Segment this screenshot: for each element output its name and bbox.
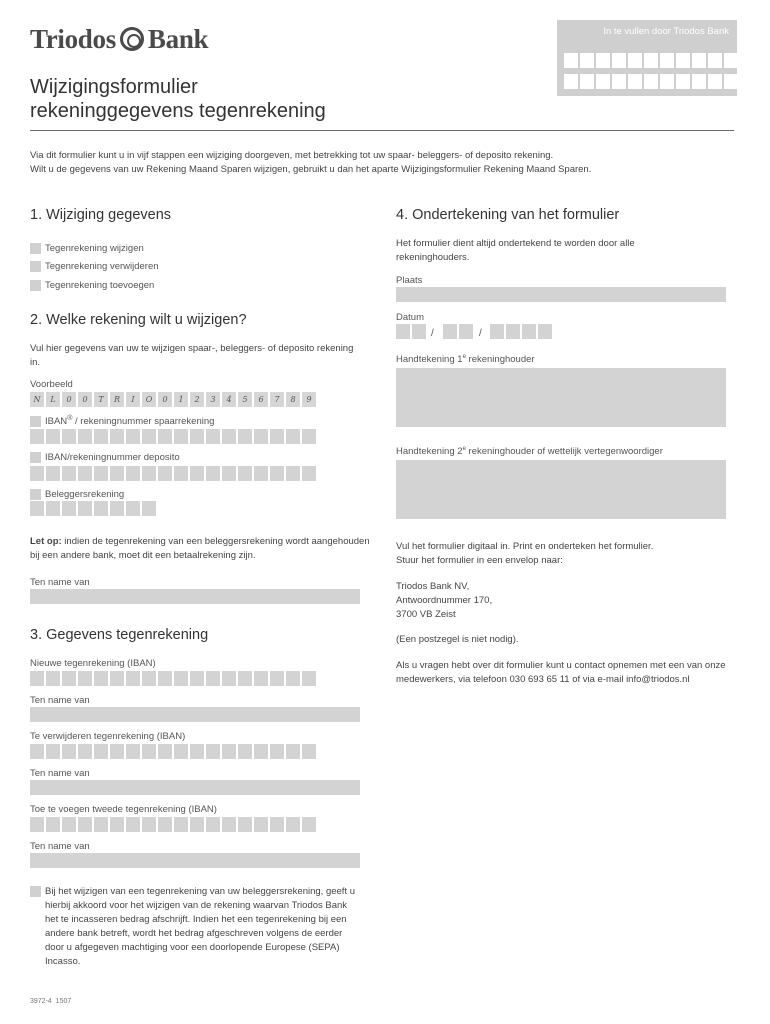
section-1-heading: 1. Wijziging gegevens — [30, 207, 172, 223]
bank-cell — [708, 53, 722, 68]
bank-cell — [612, 53, 626, 68]
example-char: 9 — [302, 392, 316, 407]
input-cell[interactable] — [174, 744, 188, 759]
signature-2-label — [396, 446, 663, 457]
input-cell[interactable] — [286, 429, 300, 444]
example-char: 6 — [254, 392, 268, 407]
input-cell[interactable] — [190, 429, 204, 444]
input-cell[interactable] — [270, 744, 284, 759]
input-cell[interactable] — [254, 466, 268, 481]
input-cell[interactable] — [62, 466, 76, 481]
input-cell[interactable] — [174, 466, 188, 481]
datum-label: Datum — [396, 312, 424, 323]
input-cell[interactable] — [222, 744, 236, 759]
input-cell[interactable] — [270, 429, 284, 444]
spaarrekening-iban-input[interactable] — [30, 429, 316, 444]
section-3-heading: 3. Gegevens tegenrekening — [30, 627, 209, 643]
logo-text-left: Triodos — [30, 24, 116, 54]
page-title — [30, 75, 326, 123]
input-cell[interactable] — [490, 324, 504, 339]
bank-cell — [692, 74, 706, 89]
example-char: 1 — [174, 392, 188, 407]
input-cell[interactable] — [254, 671, 268, 686]
input-cell[interactable] — [142, 429, 156, 444]
input-cell[interactable] — [286, 466, 300, 481]
bank-cell — [660, 53, 674, 68]
input-cell[interactable] — [158, 466, 172, 481]
input-cell[interactable] — [62, 429, 76, 444]
input-cell[interactable] — [206, 671, 220, 686]
input-cell[interactable] — [206, 466, 220, 481]
ten-name-van-input-1[interactable] — [30, 707, 360, 722]
ten-name-van-label-3: Ten name van — [30, 841, 90, 852]
section-4-heading: 4. Ondertekening van het formulier — [396, 207, 620, 223]
input-cell[interactable] — [254, 429, 268, 444]
bank-cell — [724, 74, 738, 89]
bank-use-label: In te vullen door Triodos Bank — [603, 26, 729, 37]
bank-cell — [724, 53, 738, 68]
input-cell[interactable] — [78, 501, 92, 516]
iban-text: IBAN — [45, 416, 68, 428]
sig2-suffix: rekeninghouder of wettelijk vertegenwoordiger — [465, 446, 663, 458]
input-cell[interactable] — [94, 744, 108, 759]
input-cell[interactable] — [30, 817, 44, 832]
input-cell[interactable] — [30, 671, 44, 686]
input-cell[interactable] — [142, 671, 156, 686]
input-cell[interactable] — [206, 817, 220, 832]
ten-name-van-input-2[interactable] — [30, 780, 360, 795]
address-line: 3700 VB Zeist — [396, 609, 456, 620]
remove-iban-label: Te verwijderen tegenrekening (IBAN) — [30, 731, 186, 742]
let-op-bold: Let op: — [30, 536, 62, 547]
deposito-iban-input[interactable] — [30, 466, 316, 481]
example-char: 8 — [286, 392, 300, 407]
checkbox-tegenrekening-wijzigen[interactable] — [30, 243, 41, 254]
remove-iban-input[interactable] — [30, 744, 316, 759]
input-cell[interactable] — [286, 744, 300, 759]
input-cell[interactable] — [459, 324, 473, 339]
checkbox-beleggersrekening[interactable] — [30, 489, 41, 500]
example-char: 2 — [190, 392, 204, 407]
intro-line-1: Via dit formulier kunt u in vijf stappen een wijziging doorgeven, met betrekking tot uw spaar- beleggers- of deposito rekening. — [30, 150, 554, 161]
option-label: Tegenrekening wijzigen — [45, 243, 144, 254]
bank-cell — [580, 53, 594, 68]
input-cell[interactable] — [302, 429, 316, 444]
beleggersrekening-label: Beleggersrekening — [45, 489, 125, 500]
date-month-input[interactable] — [443, 324, 473, 339]
input-cell[interactable] — [46, 671, 60, 686]
input-cell[interactable] — [78, 671, 92, 686]
input-cell[interactable] — [158, 744, 172, 759]
sig1-prefix: Handtekening 1 — [396, 354, 463, 366]
input-cell[interactable] — [46, 466, 60, 481]
form-code: 3972-4 1507 — [30, 998, 72, 1005]
logo-mark-icon — [120, 27, 144, 51]
example-char: O — [142, 392, 156, 407]
input-cell[interactable] — [158, 817, 172, 832]
input-cell[interactable] — [506, 324, 520, 339]
checkbox-consent[interactable] — [30, 886, 41, 897]
return-address — [396, 580, 726, 622]
bank-use-box — [557, 20, 737, 96]
input-cell[interactable] — [78, 744, 92, 759]
bank-cell — [676, 53, 690, 68]
input-cell[interactable] — [302, 817, 316, 832]
example-char: R — [110, 392, 124, 407]
input-cell[interactable] — [94, 466, 108, 481]
input-cell[interactable] — [110, 817, 124, 832]
input-cell[interactable] — [30, 501, 44, 516]
input-cell[interactable] — [126, 817, 140, 832]
ten-name-van-label-2: Ten name van — [30, 768, 90, 779]
input-cell[interactable] — [286, 671, 300, 686]
input-cell[interactable] — [110, 501, 124, 516]
input-cell[interactable] — [254, 744, 268, 759]
input-cell[interactable] — [190, 466, 204, 481]
bank-cell — [644, 53, 658, 68]
header-divider — [30, 130, 734, 131]
input-cell[interactable] — [46, 429, 60, 444]
input-cell[interactable] — [158, 429, 172, 444]
add-iban-input[interactable] — [30, 817, 316, 832]
date-day-input[interactable] — [396, 324, 426, 339]
input-cell[interactable] — [46, 817, 60, 832]
input-cell[interactable] — [78, 466, 92, 481]
input-cell[interactable] — [94, 671, 108, 686]
example-char: I — [126, 392, 140, 407]
option-label: Tegenrekening verwijderen — [45, 261, 159, 272]
input-cell[interactable] — [396, 324, 410, 339]
input-cell[interactable] — [190, 671, 204, 686]
input-cell[interactable] — [126, 744, 140, 759]
let-op-text: indien de tegenrekening van een beleggersrekening wordt aangehouden bij een andere bank, moet dit een betaalrekening zijn. — [30, 536, 370, 561]
input-cell[interactable] — [522, 324, 536, 339]
input-cell[interactable] — [62, 744, 76, 759]
intro-line-2: Wilt u de gegevens van uw Rekening Maand Sparen wijzigen, gebruikt u dan het aparte Wijzigingsformulier Rekening Maand Sparen. — [30, 164, 592, 175]
input-cell[interactable] — [142, 501, 156, 516]
input-cell[interactable] — [30, 429, 44, 444]
input-cell[interactable] — [222, 817, 236, 832]
input-cell[interactable] — [238, 429, 252, 444]
input-cell[interactable] — [270, 817, 284, 832]
instructions — [396, 540, 726, 568]
bank-cell — [564, 74, 578, 89]
instructions-line-1: Vul het formulier digitaal in. Print en onderteken het formulier. — [396, 541, 654, 552]
sig2-prefix: Handtekening 2 — [396, 446, 463, 458]
section-2-heading: 2. Welke rekening wilt u wijzigen? — [30, 312, 247, 328]
input-cell[interactable] — [174, 817, 188, 832]
example-char: 0 — [158, 392, 172, 407]
example-char: 4 — [222, 392, 236, 407]
input-cell[interactable] — [443, 324, 457, 339]
bank-cell — [692, 53, 706, 68]
example-char: L — [46, 392, 60, 407]
input-cell[interactable] — [206, 744, 220, 759]
example-char: 7 — [270, 392, 284, 407]
logo-text-right: Bank — [147, 24, 209, 54]
input-cell[interactable] — [126, 501, 140, 516]
input-cell[interactable] — [142, 466, 156, 481]
checkbox-spaarrekening[interactable] — [30, 416, 41, 427]
address-line: Triodos Bank NV, — [396, 581, 470, 592]
section-2-text: Vul hier gegevens van uw te wijzigen spaar-, beleggers- of deposito rekening in. — [30, 343, 354, 368]
bank-cell — [644, 74, 658, 89]
input-cell[interactable] — [270, 466, 284, 481]
let-op-note — [30, 535, 370, 563]
input-cell[interactable] — [110, 744, 124, 759]
input-cell[interactable] — [538, 324, 552, 339]
checkbox-tegenrekening-toevoegen[interactable] — [30, 280, 41, 291]
option-label: Tegenrekening toevoegen — [45, 280, 155, 291]
input-cell[interactable] — [62, 501, 76, 516]
input-cell[interactable] — [126, 466, 140, 481]
bank-cell — [708, 74, 722, 89]
bank-cell — [596, 53, 610, 68]
bank-cell — [564, 53, 578, 68]
input-cell[interactable] — [190, 817, 204, 832]
bank-cell — [660, 74, 674, 89]
ten-name-van-input-3[interactable] — [30, 853, 360, 868]
input-cell[interactable] — [222, 466, 236, 481]
bank-cell — [580, 74, 594, 89]
address-line: Antwoordnummer 170, — [396, 595, 493, 606]
input-cell[interactable] — [62, 671, 76, 686]
sig1-suffix: rekeninghouder — [465, 354, 535, 366]
new-iban-input[interactable] — [30, 671, 316, 686]
input-cell[interactable] — [302, 744, 316, 759]
example-iban — [30, 392, 316, 407]
iban-suffix: / rekeningnummer spaarrekening — [72, 416, 215, 428]
date-year-input[interactable] — [490, 324, 552, 339]
input-cell[interactable] — [110, 671, 124, 686]
example-char: 0 — [78, 392, 92, 407]
signature-1-box[interactable] — [396, 368, 726, 427]
plaats-input[interactable] — [396, 287, 726, 302]
input-cell[interactable] — [302, 671, 316, 686]
section-4-text: Het formulier dient altijd ondertekend te worden door alle rekeninghouders. — [396, 238, 635, 263]
input-cell[interactable] — [30, 744, 44, 759]
checkbox-deposito[interactable] — [30, 452, 41, 463]
input-cell[interactable] — [78, 817, 92, 832]
ten-name-van-label: Ten name van — [30, 577, 90, 588]
input-cell[interactable] — [222, 671, 236, 686]
input-cell[interactable] — [46, 744, 60, 759]
bank-cell — [628, 53, 642, 68]
iban-spaarrekening-label — [45, 415, 214, 427]
input-cell[interactable] — [94, 501, 108, 516]
bank-cell — [628, 74, 642, 89]
bank-use-row-2 — [564, 74, 738, 89]
signature-2-box[interactable] — [396, 460, 726, 519]
input-cell[interactable] — [158, 671, 172, 686]
input-cell[interactable] — [142, 817, 156, 832]
input-cell[interactable] — [30, 466, 44, 481]
input-cell[interactable] — [412, 324, 426, 339]
sig1-sup: e — [462, 354, 466, 360]
input-cell[interactable] — [238, 466, 252, 481]
input-cell[interactable] — [110, 429, 124, 444]
input-cell[interactable] — [46, 501, 60, 516]
input-cell[interactable] — [94, 817, 108, 832]
add-iban-label: Toe te voegen tweede tegenrekening (IBAN) — [30, 804, 217, 815]
input-cell[interactable] — [78, 429, 92, 444]
plaats-label: Plaats — [396, 275, 423, 286]
example-char: 3 — [206, 392, 220, 407]
postage-note: (Een postzegel is niet nodig). — [396, 634, 519, 645]
title-line-1: Wijzigingsformulier — [30, 76, 198, 98]
bank-use-row-1 — [564, 53, 738, 68]
input-cell[interactable] — [142, 744, 156, 759]
input-cell[interactable] — [174, 671, 188, 686]
triodos-logo — [30, 24, 208, 55]
example-char: T — [94, 392, 108, 407]
deposito-label: IBAN/rekeningnummer deposito — [45, 452, 180, 463]
input-cell[interactable] — [190, 744, 204, 759]
example-char: 5 — [238, 392, 252, 407]
consent-text: Bij het wijzigen van een tegenrekening van uw beleggersrekening, geeft u hierbij akkoord voor het wijzigen van de rekening waarvan Triodos Bank het te incasseren bedrag afschrijft. Indien het een tegenrekening bij een andere bank betreft, wordt het bedrag afgeschreven volgens de eerder door u afgegeven machtiging voor een doorlopende Europese (SEPA) Incasso. — [45, 886, 356, 967]
iban-registered-mark: ® — [67, 415, 73, 422]
input-cell[interactable] — [286, 817, 300, 832]
checkbox-tegenrekening-verwijderen[interactable] — [30, 261, 41, 272]
ten-name-van-label-1: Ten name van — [30, 695, 90, 706]
instructions-line-2: Stuur het formulier in een envelop naar: — [396, 555, 563, 566]
input-cell[interactable] — [62, 817, 76, 832]
date-separator: / — [431, 328, 434, 339]
input-cell[interactable] — [94, 429, 108, 444]
input-cell[interactable] — [254, 817, 268, 832]
date-separator: / — [479, 328, 482, 339]
new-iban-label: Nieuwe tegenrekening (IBAN) — [30, 658, 156, 669]
example-char: N — [30, 392, 44, 407]
bank-cell — [676, 74, 690, 89]
input-cell[interactable] — [126, 671, 140, 686]
signature-1-label — [396, 354, 535, 365]
input-cell[interactable] — [238, 671, 252, 686]
input-cell[interactable] — [174, 429, 188, 444]
intro-text — [30, 149, 730, 177]
bank-cell — [612, 74, 626, 89]
contact-text: Als u vragen hebt over dit formulier kunt u contact opnemen met een van onze medewerkers, via telefoon 030 693 65 11 of via e-mail info@triodos.nl — [396, 660, 726, 685]
input-cell[interactable] — [238, 817, 252, 832]
bank-cell — [596, 74, 610, 89]
input-cell[interactable] — [110, 466, 124, 481]
sig2-sup: e — [462, 446, 466, 452]
example-char: 0 — [62, 392, 76, 407]
example-label: Voorbeeld — [30, 379, 73, 390]
input-cell[interactable] — [206, 429, 220, 444]
input-cell[interactable] — [238, 744, 252, 759]
input-cell[interactable] — [126, 429, 140, 444]
beleggersrekening-input[interactable] — [30, 501, 156, 516]
input-cell[interactable] — [302, 466, 316, 481]
ten-name-van-input[interactable] — [30, 589, 360, 604]
input-cell[interactable] — [222, 429, 236, 444]
title-line-2: rekeninggegevens tegenrekening — [30, 100, 326, 122]
input-cell[interactable] — [270, 671, 284, 686]
